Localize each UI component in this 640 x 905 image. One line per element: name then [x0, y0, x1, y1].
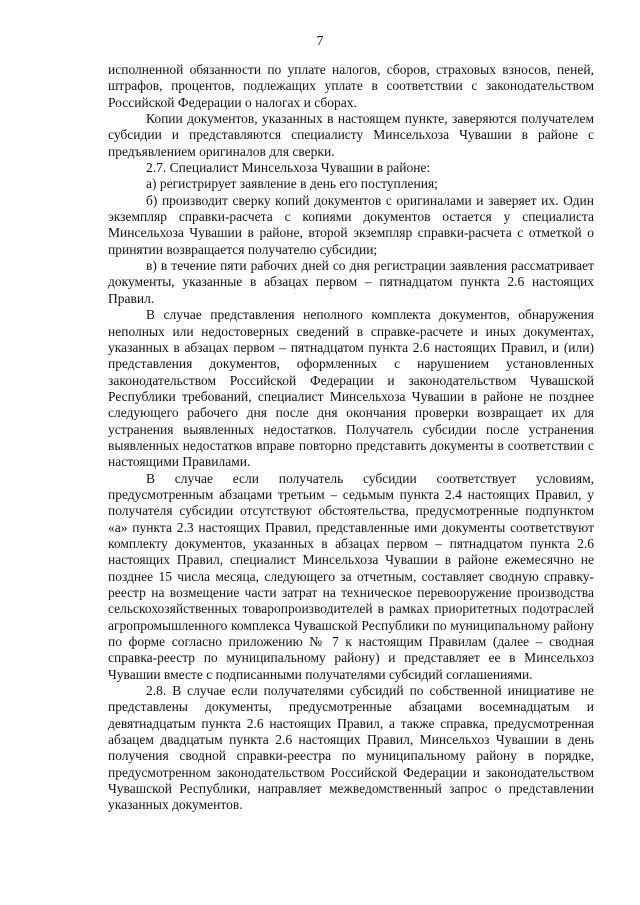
- paragraph-copies: Копии документов, указанных в настоящем пункте, заверяются получателем субсидии и представляются специалисту Минсельхоза Чувашии в районе с предъявлением оригиналов для сверки.: [108, 111, 594, 159]
- paragraph-item-v: в) в течение пяти рабочих дней со дня регистрации заявления рассматривает документы, указанные в абзацах первом – пятнадцатом пункта 2.6 настоящих Правил.: [108, 258, 594, 306]
- paragraph-item-a: а) регистрирует заявление в день его поступления;: [146, 176, 438, 192]
- paragraph-section-2-8: 2.8. В случае если получателями субсидий по собственной инициативе не представлены документы, предусмотренные абзацами восемнадцатым и девятнадцатым пункта 2.6 настоящих Правил, а также справка, предусмотренная абзацем двадцатым пункта 2.6 настоящих Правил, Минсельхоз Чувашии в день получения сводной справки-реестра по муниципальному району в порядке, предусмотренном законодательством Российской Федерации и законодательством Чувашской Республики, направляет межведомственный запрос о представлении указанных документов.: [108, 683, 594, 813]
- paragraph-section-2-7: 2.7. Специалист Минсельхоза Чувашии в районе:: [146, 160, 431, 176]
- paragraph-continued: исполненной обязанности по уплате налогов, сборов, страховых взносов, пеней, штрафов, процентов, подлежащих уплате в соответствии с законодательством Российской Федерации о налогах и сборах.: [108, 62, 594, 110]
- document-body: [108, 62, 594, 814]
- page-number: 7: [316, 33, 324, 48]
- paragraph-item-b: б) производит сверку копий документов с оригиналами и заверяет их. Один экземпляр справки-расчета с копиями документов остается у специалиста Минсельхоза Чувашии в районе, второй экземпляр справки-расчета с отметкой о принятии возвращается получателю субсидии;: [108, 192, 594, 257]
- paragraph-incomplete-documents: В случае представления неполного комплекта документов, обнаружения неполных или недостоверных сведений в справке-расчете и иных документах, указанных в абзацах первом – пятнадцатом пункта 2.6 настоящих Правил, и (или) представления документов, оформленных с нарушением установленных законодательством Российской Федерации и законодательством Чувашской Республики требований, специалист Минсельхоза Чувашии в районе не позднее следующего рабочего дня после дня окончания проверки возвращает их для устранения выявленных недостатков. Получатель субсидии после устранения выявленных недостатков вправе повторно представить документы в соответствии с настоящими Правилами.: [108, 307, 594, 470]
- paragraph-recipient-conditions: В случае если получатель субсидии соответствует условиям, предусмотренным абзацами третьим – седьмым пункта 2.4 настоящих Правил, у получателя субсидии отсутствуют обстоятельства, предусмотренные подпунктом «а» пункта 2.3 настоящих Правил, представленные ими документы соответствуют комплекту документов, указанных в абзацах первом – пятнадцатом пункта 2.6 настоящих Правил, специалист Минсельхоза Чувашии в районе ежемесячно не позднее 15 числа месяца, следующего за отчетным, составляет сводную справку-реестр на возмещение части затрат на техническое перевооружение производства сельскохозяйственных товаропроизводителей в рамках приоритетных подотраслей агропромышленного комплекса Чувашской Республики по муниципальному району по форме согласно приложению № 7 к настоящим Правилам (далее – сводная справка-реестр по муниципальному району) и представляет ее в Минсельхоз Чувашии вместе с подписанными получателями субсидий соглашениями.: [108, 470, 594, 682]
